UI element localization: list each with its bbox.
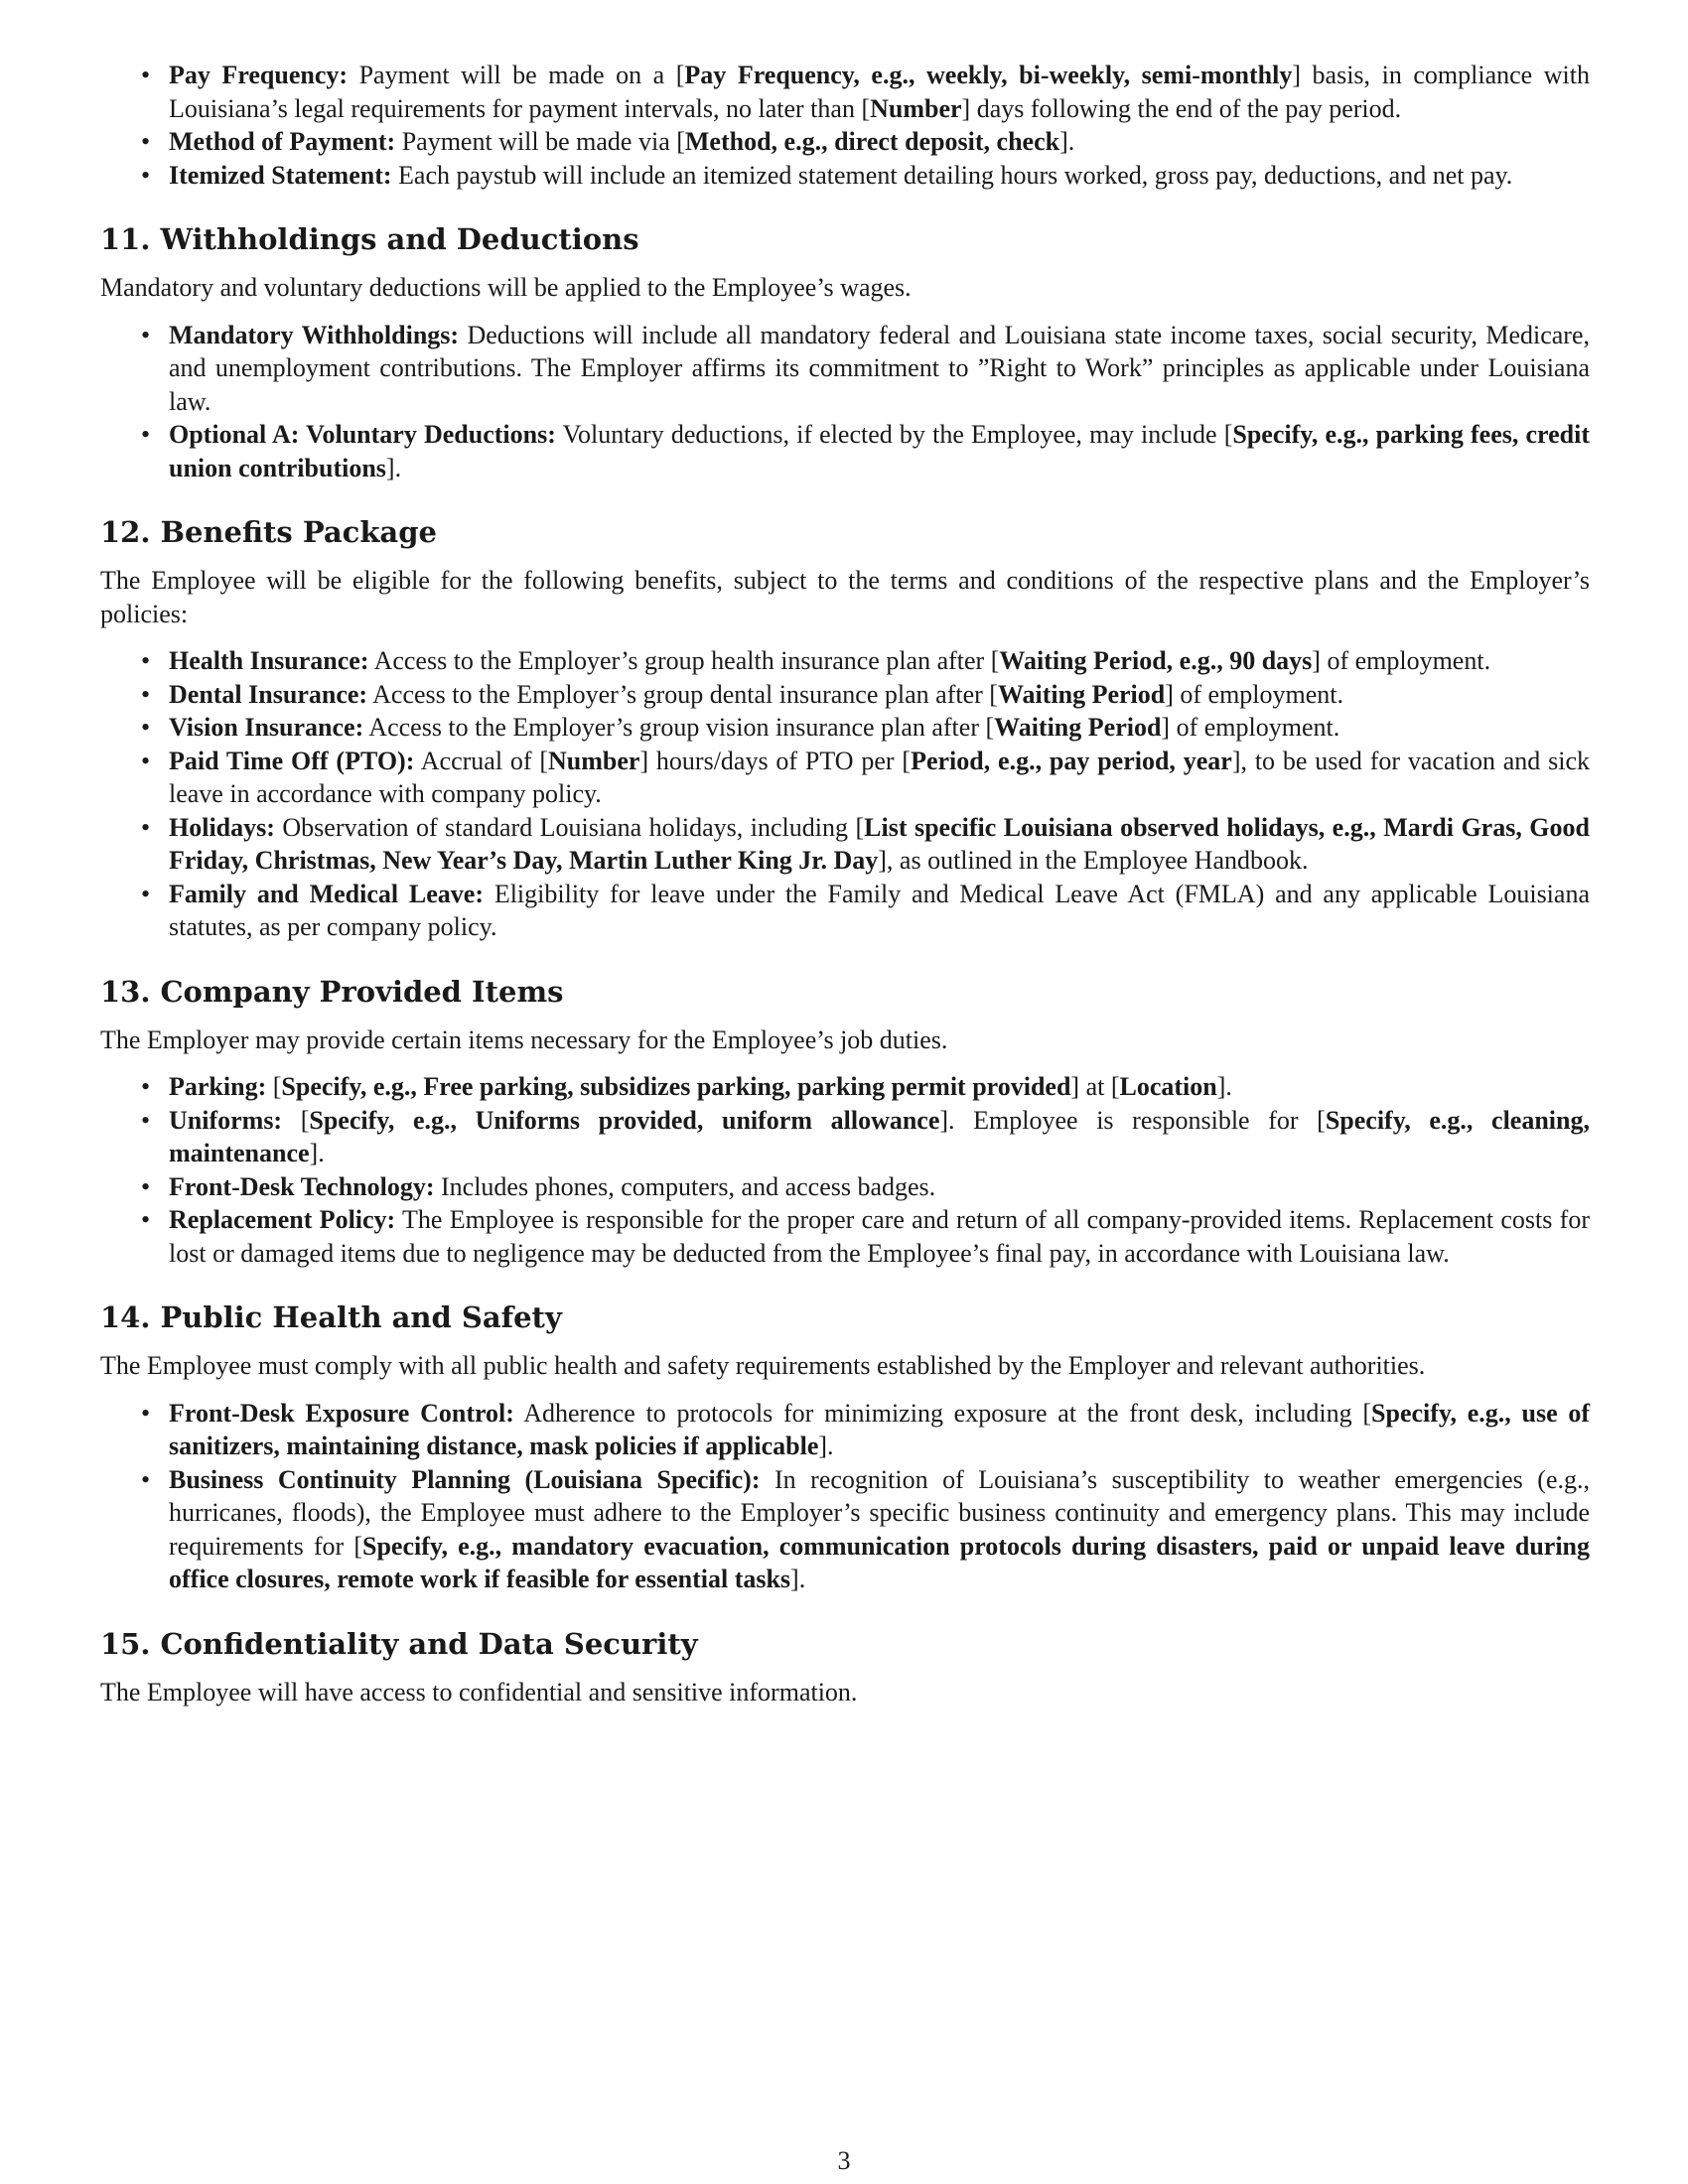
section-intro: Mandatory and voluntary deductions will be applied to the Employee’s wages. bbox=[100, 273, 912, 302]
body-text: Accrual of [ bbox=[414, 746, 549, 775]
section-title: Confidentiality and Data Security bbox=[160, 1626, 698, 1661]
body-text: The Employee is responsible for the proper care and return of all company-provided items. Replacement costs for lost or damaged items due to negligence may be deducted from the Employee’s final pay, in accordance with Louisiana law. bbox=[169, 1205, 1590, 1268]
body-text: ]. bbox=[818, 1432, 834, 1460]
body-text: [ bbox=[282, 1105, 310, 1135]
bold-text: Waiting Period, e.g., 90 days bbox=[999, 646, 1313, 675]
body-text: Observation of standard Louisiana holidays, including [ bbox=[274, 812, 865, 842]
body-text: ] of employment. bbox=[1312, 646, 1491, 675]
bold-text: Family and Medical Leave: bbox=[169, 879, 484, 908]
list-item bbox=[100, 644, 1590, 678]
list-item bbox=[100, 319, 1590, 419]
body-text: [ bbox=[266, 1072, 282, 1101]
bold-text: Specify, e.g., Free parking, subsidizes parking, parking permit provided bbox=[281, 1072, 1071, 1101]
body-text: ] of employment. bbox=[1161, 713, 1340, 742]
section-list bbox=[100, 644, 1590, 944]
section-number: 11. bbox=[100, 222, 151, 256]
body-text: Access to the Employer’s group health insurance plan after [ bbox=[368, 646, 1000, 675]
bold-text: Replacement Policy: bbox=[169, 1205, 396, 1234]
section-intro: The Employer may provide certain items necessary for the Employee’s job duties. bbox=[100, 1024, 948, 1054]
list-item bbox=[100, 1463, 1590, 1596]
bold-text: Pay Frequency, e.g., weekly, bi-weekly, semi-monthly bbox=[684, 61, 1293, 89]
section-intro: The Employee will be eligible for the following benefits, subject to the terms and conditions of the respective plans and the Employer’s policies: bbox=[100, 566, 1590, 628]
bold-text: Method, e.g., direct deposit, check bbox=[684, 127, 1060, 156]
bold-text: Specify, e.g., Uniforms provided, uniform allowance bbox=[309, 1105, 940, 1135]
section-list bbox=[100, 1070, 1590, 1270]
section-title: Benefits Package bbox=[160, 515, 437, 549]
bold-text: Location bbox=[1119, 1072, 1217, 1101]
body-text: Eligibility for leave under the Family and Medical Leave Act (FMLA) and any applicable Louisiana statutes, as per company policy. bbox=[169, 879, 1590, 941]
bold-text: Specify, e.g., use of sanitizers, maintaining distance, mask policies if applicable bbox=[169, 1398, 1591, 1460]
body-text: Payment will be made on a [ bbox=[348, 61, 685, 89]
list-item bbox=[100, 1397, 1590, 1463]
bold-text: List specific Louisiana observed holidays, e.g., Mardi Gras, Good Friday, Christmas, New Year’s Day, Martin Luther King Jr. Day bbox=[169, 812, 1590, 875]
list-item bbox=[100, 711, 1590, 745]
body-text: Adherence to protocols for minimizing exposure at the front desk, including [ bbox=[513, 1398, 1372, 1428]
section-intro: The Employee will have access to confidential and sensitive information. bbox=[100, 1677, 858, 1706]
body-text: ] basis, in compliance with Louisiana’s legal requirements for payment intervals, no later than [ bbox=[169, 61, 1590, 123]
bold-text: Front-Desk Technology: bbox=[169, 1171, 435, 1201]
section-list bbox=[100, 319, 1590, 485]
body-text: In recognition of Louisiana’s susceptibility to weather emergencies (e.g., hurricanes, floods), the Employee must adhere to the Employer’s specific business continuity and emergency plans. This may include requirements for [ bbox=[169, 1464, 1590, 1561]
body-text: Includes phones, computers, and access badges. bbox=[434, 1171, 936, 1201]
section-title: Public Health and Safety bbox=[160, 1300, 562, 1334]
body-text: ]. bbox=[790, 1565, 806, 1593]
bold-text: Dental Insurance: bbox=[169, 679, 368, 709]
body-text: Access to the Employer’s group dental insurance plan after [ bbox=[367, 679, 998, 709]
list-item bbox=[100, 1070, 1590, 1104]
bold-text: Waiting Period bbox=[997, 679, 1166, 709]
section-heading bbox=[100, 972, 1590, 1012]
bold-text: Optional A: Voluntary Deductions: bbox=[169, 420, 556, 449]
section-heading bbox=[100, 512, 1590, 552]
bold-text: Specify, e.g., mandatory evacuation, communication protocols during disasters, paid or unpaid leave during office closures, remote work if feasible for essential tasks bbox=[169, 1531, 1590, 1593]
list-item bbox=[100, 878, 1590, 944]
body-text: Deductions will include all mandatory federal and Louisiana state income taxes, social security, Medicare, and unemployment contributions. The Employer affirms its commitment to ”Right to Work” principles as applicable under Louisiana law. bbox=[169, 320, 1591, 416]
bold-text: Method of Payment: bbox=[169, 127, 396, 156]
bold-text: Vision Insurance: bbox=[169, 713, 364, 742]
bold-text: Business Continuity Planning (Louisiana Specific): bbox=[169, 1464, 761, 1494]
list-item bbox=[100, 418, 1590, 484]
bold-text: Specify, e.g., parking fees, credit union contributions bbox=[169, 420, 1591, 482]
list-item bbox=[100, 125, 1590, 159]
bold-text: Health Insurance: bbox=[169, 646, 369, 675]
page-number: 3 bbox=[837, 2146, 851, 2175]
body-text: ], as outlined in the Employee Handbook. bbox=[878, 846, 1309, 875]
body-text: Each paystub will include an itemized statement detailing hours worked, gross pay, deductions, and net pay. bbox=[391, 160, 1513, 190]
body-text: ]. Employee is responsible for [ bbox=[939, 1105, 1326, 1135]
list-item bbox=[100, 745, 1590, 811]
list-item bbox=[100, 1104, 1590, 1170]
section-number: 14. bbox=[100, 1300, 151, 1334]
bold-text: Number bbox=[548, 746, 640, 775]
section-heading bbox=[100, 1624, 1590, 1664]
body-text: ], to be used for vacation and sick leave in accordance with company policy. bbox=[169, 746, 1591, 808]
body-text: ]. bbox=[1216, 1072, 1232, 1101]
bold-text: Number bbox=[870, 93, 962, 123]
bold-text: Front-Desk Exposure Control: bbox=[169, 1398, 514, 1428]
list-item bbox=[100, 159, 1590, 193]
body-text: ]. bbox=[309, 1139, 325, 1167]
bold-text: Holidays: bbox=[169, 812, 275, 842]
list-item bbox=[100, 59, 1590, 125]
pay-terms-list bbox=[100, 59, 1590, 192]
bold-text: Parking: bbox=[169, 1072, 267, 1101]
body-text: Voluntary deductions, if elected by the Employee, may include [ bbox=[555, 420, 1233, 449]
list-item bbox=[100, 678, 1590, 712]
body-text: ] days following the end of the pay period. bbox=[961, 93, 1402, 123]
section-number: 13. bbox=[100, 974, 151, 1009]
bold-text: Pay Frequency: bbox=[169, 61, 349, 89]
bold-text: Mandatory Withholdings: bbox=[169, 320, 460, 349]
document-page bbox=[100, 50, 1590, 1708]
section-number: 12. bbox=[100, 515, 151, 549]
section-title: Company Provided Items bbox=[160, 974, 564, 1009]
list-item bbox=[100, 811, 1590, 878]
section-title: Withholdings and Deductions bbox=[160, 222, 639, 256]
bold-text: Uniforms: bbox=[169, 1105, 283, 1135]
section-number: 15. bbox=[100, 1626, 151, 1661]
bold-text: Itemized Statement: bbox=[169, 160, 392, 190]
section-list bbox=[100, 1397, 1590, 1596]
body-text: ] hours/days of PTO per [ bbox=[639, 746, 912, 775]
body-text: ]. bbox=[1059, 127, 1075, 156]
body-text: Payment will be made via [ bbox=[395, 127, 685, 156]
section-heading bbox=[100, 219, 1590, 259]
body-text: Access to the Employer’s group vision insurance plan after [ bbox=[363, 713, 995, 742]
section-intro: The Employee must comply with all public health and safety requirements established by the Employer and relevant authorities. bbox=[100, 1351, 1426, 1380]
list-item bbox=[100, 1203, 1590, 1270]
list-item bbox=[100, 1170, 1590, 1204]
bold-text: Paid Time Off (PTO): bbox=[169, 746, 415, 775]
bold-text: Period, e.g., pay period, year bbox=[911, 746, 1232, 775]
body-text: ]. bbox=[385, 453, 402, 482]
body-text: ] at [ bbox=[1070, 1072, 1120, 1101]
bold-text: Waiting Period bbox=[994, 713, 1162, 742]
bold-text: Specify, e.g., cleaning, maintenance bbox=[169, 1105, 1590, 1167]
section-heading bbox=[100, 1297, 1590, 1337]
body-text: ] of employment. bbox=[1165, 679, 1344, 709]
